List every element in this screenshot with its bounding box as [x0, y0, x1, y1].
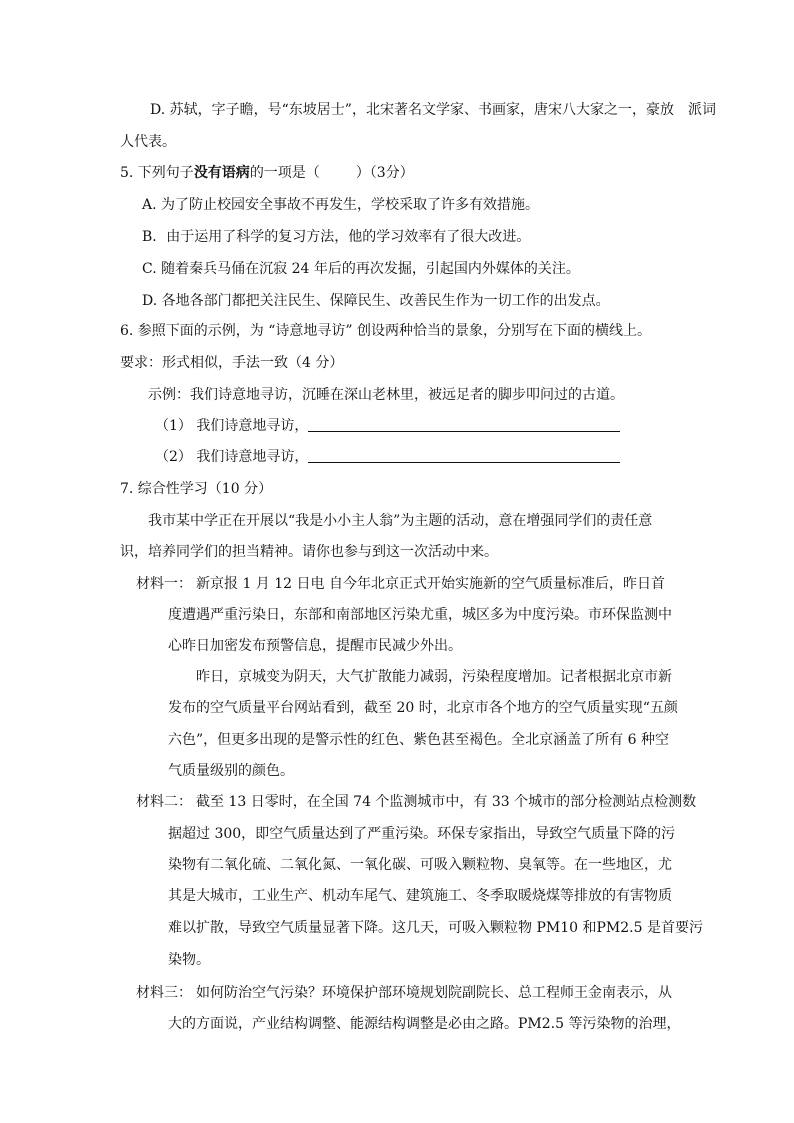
material-1-line6: 六色”，但更多出现的是警示性的红色、紫色甚至褐色。全北京涵盖了所有 6 种空 — [168, 732, 669, 748]
material-3-label: 材料三： — [136, 985, 192, 1001]
q5-option-b: B．由于运用了科学的复习方法，他的学习效率有了很大改进。 — [142, 229, 531, 245]
material-3-line1: 如何防治空气污染？环境保护部环境规划院副院长、总工程师王金南表示，从 — [196, 985, 672, 1001]
material-1-line2: 度遭遇严重污染日，东部和南部地区污染尤重，城区多为中度污染。市环保监测中 — [168, 607, 672, 623]
q5-option-c: C. 随着秦兵马俑在沉寂 24 年后的再次发掘，引起国内外媒体的关注。 — [142, 261, 580, 277]
q6-item1 — [155, 416, 620, 436]
material-2-line6: 染物。 — [168, 952, 210, 968]
q5-score: ）（3分） — [355, 165, 414, 181]
material-2-line5: 难以扩散，导致空气质量显著下降。这几天，可吸入颗粒物 PM10 和PM2.5 是首要污 — [168, 920, 703, 936]
material-2-line3: 染物有二氧化硫、二氧化氮、一氧化碳、可吸入颗粒物、臭氧等。在一些地区，尤 — [168, 857, 672, 873]
material-1-line1: 新京报 1 月 12 日电 自今年北京正式开始实施新的空气质量标准后，昨日首 — [196, 576, 665, 592]
q7-intro-line1: 我市某中学正在开展以“我是小小主人翁”为主题的活动，意在增强同学们的责任意 — [148, 513, 653, 529]
material-1-line5: 发布的空气质量平台网站看到，截至 20 时，北京市各个地方的空气质量实现“五颜 — [168, 700, 678, 716]
q6-item1-label: （1） 我们诗意地寻访， — [155, 418, 309, 434]
material-1-line4: 昨日，京城变为阴天，大气扩散能力减弱，污染程度增加。记者根据北京市新 — [196, 669, 672, 685]
q6-answer-line-2[interactable] — [308, 448, 620, 463]
q5-stem-post: 的一项是（ — [249, 165, 320, 181]
material-2-line1: 截至 13 日零时，在全国 74 个监测城市中，有 33 个城市的部分检测站点检测数 — [196, 794, 697, 810]
q6-answer-line-1[interactable] — [308, 417, 620, 432]
q6-requirement: 要求：形式相似，手法一致（4 分） — [120, 355, 344, 371]
q5-option-d: D. 各地各部门都把关注民生、保障民生、改善民生作为一切工作的出发点。 — [142, 293, 610, 309]
q4-option-d-line1: D. 苏轼，字子瞻，号“东坡居士”，北宋著名文学家、书画家，唐宋八大家之一，豪放 派词 — [150, 102, 716, 118]
material-1-line7: 气质量级别的颜色。 — [168, 763, 294, 779]
q5-option-a: A. 为了防止校园安全事故不再发生，学校采取了许多有效措施。 — [142, 197, 540, 213]
q7-title: 7. 综合性学习（10 分） — [120, 481, 273, 497]
q6-example: 示例：我们诗意地寻访，沉睡在深山老林里，被远足者的脚步叩问过的古道。 — [148, 387, 624, 403]
material-1-label: 材料一： — [136, 576, 192, 592]
q7-intro-line2: 识，培养同学们的担当精神。请你也参与到这一次活动中来。 — [120, 544, 498, 560]
material-2-line4: 其是大城市，工业生产、机动车尾气、建筑施工、冬季取暖烧煤等排放的有害物质 — [168, 888, 672, 904]
q6-stem: 6. 参照下面的示例，为 “诗意地寻访” 创设两种恰当的景象，分别写在下面的横线上。 — [120, 323, 652, 339]
q6-item2 — [155, 447, 620, 467]
q5-stem-emphasis: 没有语病 — [193, 165, 250, 181]
q4-option-d-line2: 人代表。 — [120, 134, 176, 150]
q6-item2-label: （2） 我们诗意地寻访， — [155, 449, 309, 465]
material-2-label: 材料二： — [136, 794, 192, 810]
q5-stem-pre: 5. 下列句子 — [120, 165, 194, 181]
material-3-line2: 大的方面说，产业结构调整、能源结构调整是必由之路。PM2.5 等污染物的治理， — [168, 1016, 681, 1032]
q5-stem — [120, 163, 414, 183]
material-1-line3: 心昨日加密发布预警信息，提醒市民减少外出。 — [168, 638, 462, 654]
material-2-line2: 据超过 300，即空气质量达到了严重污染。环保专家指出，导致空气质量下降的污 — [168, 826, 676, 842]
